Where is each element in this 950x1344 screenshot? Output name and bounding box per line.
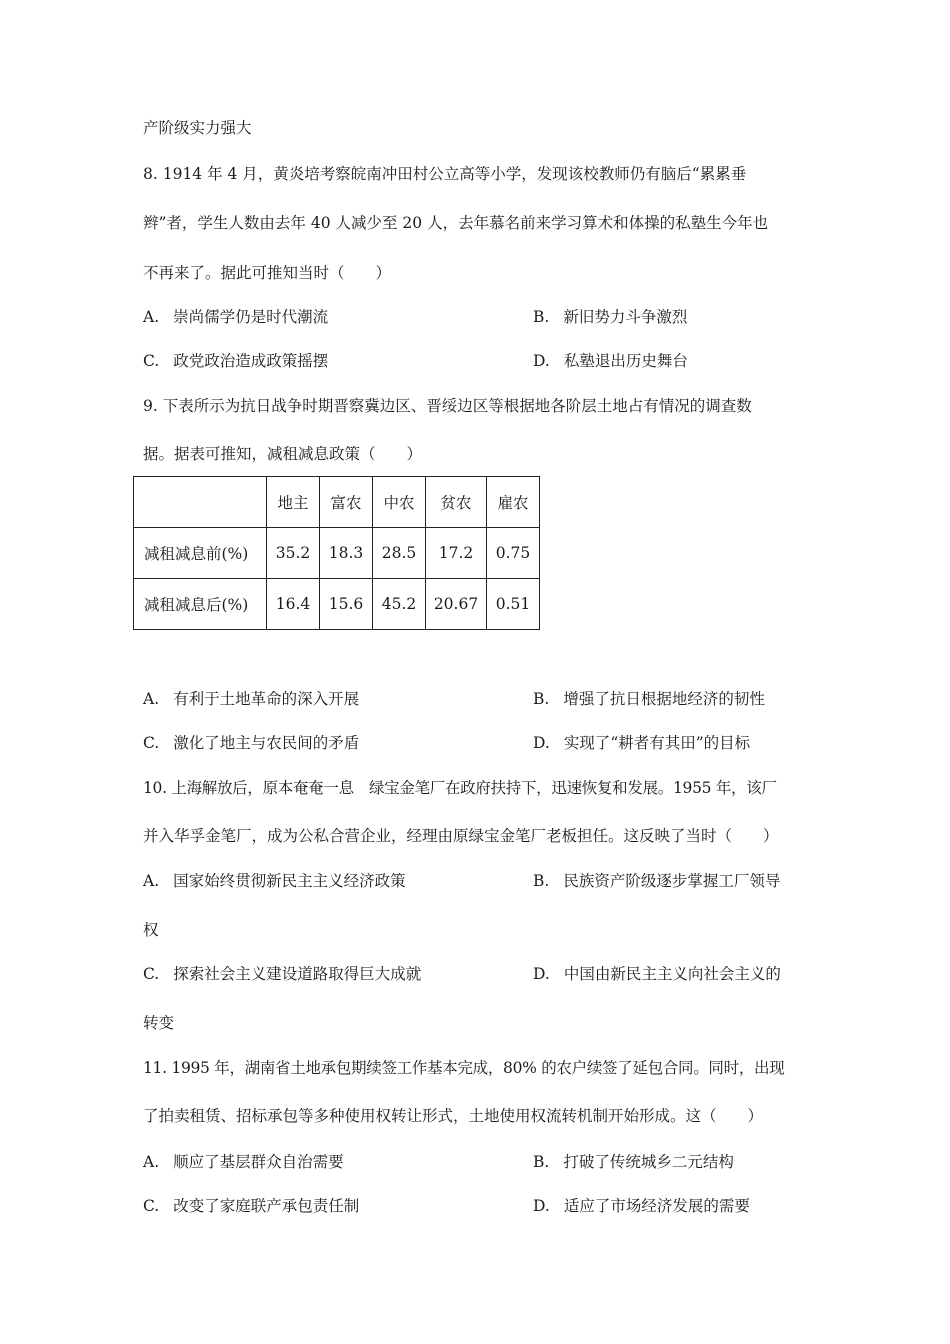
question-8-stem-line-3: 不再来了。据此可推知当时（ ）: [143, 264, 392, 282]
q10-option-d: D. 中国由新民主主义向社会主义的: [533, 965, 781, 983]
q10-option-d-continued: 转变: [143, 1014, 175, 1032]
table-header-cell: 雇农: [487, 477, 540, 528]
land-ownership-table: [133, 476, 540, 630]
table-cell: 16.4: [267, 579, 320, 630]
table-header-cell: 富农: [320, 477, 373, 528]
q10-option-b-continued: 权: [143, 921, 159, 939]
q10-option-c: C. 探索社会主义建设道路取得巨大成就: [143, 965, 422, 983]
q8-option-c: C. 政党政治造成政策摇摆: [143, 352, 329, 370]
question-10-stem-line-1: 10. 上海解放后，原本奄奄一息 绿宝金笔厂在政府扶持下，迅速恢复和发展。1955 年，该厂: [143, 779, 777, 797]
q11-option-c: C. 改变了家庭联产承包责任制: [143, 1197, 360, 1215]
q9-option-c: C. 激化了地主与农民间的矛盾: [143, 734, 360, 752]
table-header-cell: [134, 477, 267, 528]
q8-option-d: D. 私塾退出历史舞台: [533, 352, 688, 370]
question-9-stem-line-1: 9. 下表所示为抗日战争时期晋察冀边区、晋绥边区等根据地各阶层土地占有情况的调查数: [143, 397, 752, 415]
table-cell: 35.2: [267, 528, 320, 579]
q8-option-a: A. 崇尚儒学仍是时代潮流: [143, 308, 329, 326]
q9-option-d: D. 实现了“耕者有其田”的目标: [533, 734, 751, 752]
table-cell: 0.51: [487, 579, 540, 630]
table-cell: 28.5: [373, 528, 426, 579]
table-row: [134, 579, 540, 630]
table-row-label: 减租减息前(%): [134, 528, 267, 579]
table-cell: 20.67: [426, 579, 487, 630]
q10-option-a: A. 国家始终贯彻新民主主义经济政策: [143, 872, 406, 890]
question-8-stem-line-1: 8. 1914 年 4 月，黄炎培考察皖南冲田村公立高等小学，发现该校教师仍有脑后“累累垂: [143, 165, 747, 183]
table-cell: 18.3: [320, 528, 373, 579]
table-cell: 45.2: [373, 579, 426, 630]
table-row: [134, 528, 540, 579]
q11-option-b: B. 打破了传统城乡二元结构: [533, 1153, 734, 1171]
table-header-row: [134, 477, 540, 528]
text-line: 产阶级实力强大: [143, 119, 252, 137]
question-8-stem-line-2: 辫”者，学生人数由去年 40 人减少至 20 人，去年慕名前来学习算术和体操的私塾生今年也: [143, 214, 769, 232]
table-cell: 0.75: [487, 528, 540, 579]
table-header-cell: 中农: [373, 477, 426, 528]
table-cell: 17.2: [426, 528, 487, 579]
q11-option-d: D. 适应了市场经济发展的需要: [533, 1197, 750, 1215]
table-row-label: 减租减息后(%): [134, 579, 267, 630]
table-header-cell: 贫农: [426, 477, 487, 528]
table-cell: 15.6: [320, 579, 373, 630]
q11-option-a: A. 顺应了基层群众自治需要: [143, 1153, 344, 1171]
q9-option-b: B. 增强了抗日根据地经济的韧性: [533, 690, 765, 708]
question-11-stem-line-2: 了拍卖租赁、招标承包等多种使用权转让形式，土地使用权流转机制开始形成。这（ ）: [143, 1107, 764, 1125]
question-10-stem-line-2: 并入华孚金笔厂，成为公私合营企业，经理由原绿宝金笔厂老板担任。这反映了当时（ ）: [143, 827, 779, 845]
q8-option-b: B. 新旧势力斗争激烈: [533, 308, 688, 326]
question-11-stem-line-1: 11. 1995 年，湖南省土地承包期续签工作基本完成，80% 的农户续签了延包合同。同时，出现: [143, 1059, 785, 1077]
question-9-stem-line-2: 据。据表可推知，减租减息政策（ ）: [143, 445, 423, 463]
q9-option-a: A. 有利于土地革命的深入开展: [143, 690, 360, 708]
table-header-cell: 地主: [267, 477, 320, 528]
q10-option-b: B. 民族资产阶级逐步掌握工厂领导: [533, 872, 781, 890]
